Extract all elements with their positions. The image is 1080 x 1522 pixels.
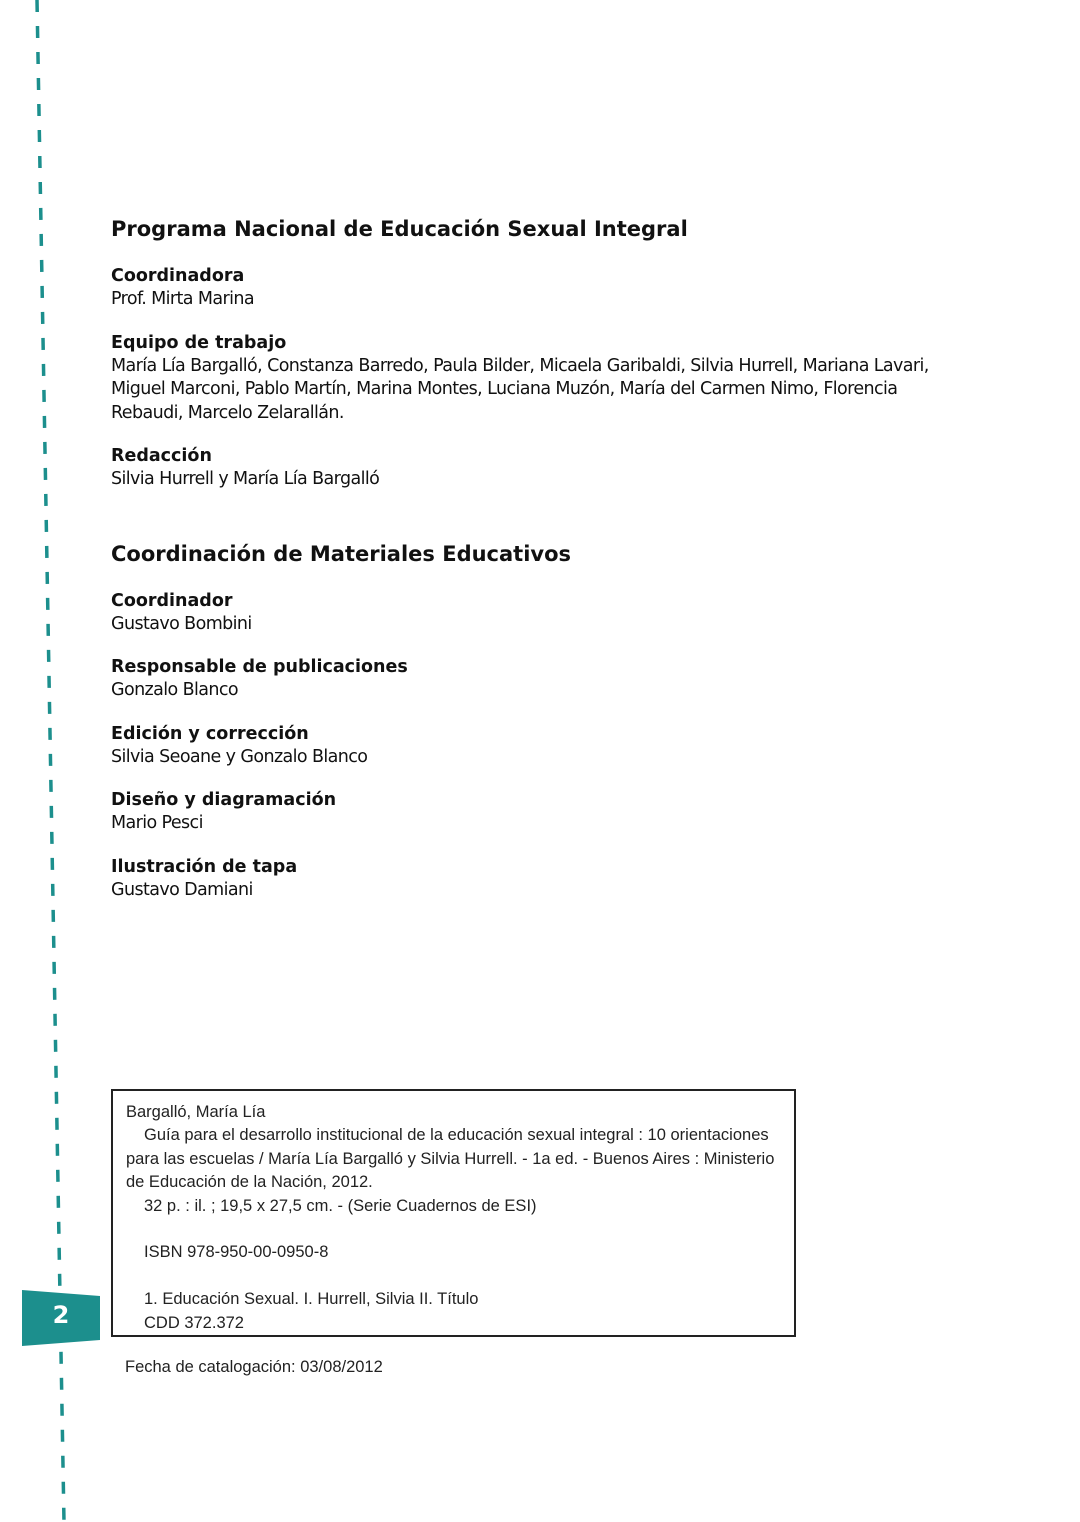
catalog-subjects: 1. Educación Sexual. I. Hurrell, Silvia II. Título (144, 1290, 479, 1309)
catalog-physical: 32 p. : il. ; 19,5 x 27,5 cm. - (Serie Cuadernos de ESI) (144, 1196, 537, 1215)
credit-role: Coordinador (111, 590, 233, 611)
credit-role: Diseño y diagramación (111, 790, 337, 810)
credit-names: Gonzalo Blanco (111, 680, 239, 700)
credit-names: Gustavo Bombini (111, 613, 252, 634)
program-heading: Programa Nacional de Educación Sexual Integral (111, 217, 688, 241)
credit-role: Coordinadora (111, 266, 245, 286)
credit-edicion (111, 723, 931, 770)
credit-names: Silvia Hurrell y María Lía Bargalló (111, 469, 380, 489)
credit-names: Prof. Mirta Marina (111, 289, 254, 309)
credit-role: Ilustración de tapa (111, 856, 298, 877)
catalog-cdd: CDD 372.372 (144, 1313, 244, 1332)
credit-names: Mario Pesci (111, 813, 203, 833)
credit-names: María Lía Bargalló, Constanza Barredo, Paula Bilder, Micaela Garibaldi, Silvia Hurrell, Mariana Lavari, Miguel Marconi, Pablo Martín, Marina Montes, Luciana Muzón, María del Carmen Nimo, Florencia Rebaudi, Marcelo Zelarallán. (111, 355, 929, 423)
spacer (126, 1218, 780, 1241)
catalog-isbn: ISBN 978-950-00-0950-8 (144, 1243, 329, 1262)
spacer (126, 1265, 780, 1288)
credit-role: Responsable de publicaciones (111, 657, 408, 677)
catalog-description: Guía para el desarrollo institucional de la educación sexual integral : 10 orientaciones para las escuelas / María Lía Bargalló y Silvia Hurrell. - 1a ed. - Buenos Aires : Ministerio de Educación de la Nación, 2012. (126, 1126, 775, 1192)
credit-ilustracion (111, 856, 931, 903)
catalog-author: Bargalló, María Lía (126, 1103, 266, 1121)
credit-equipo (111, 332, 931, 426)
credit-coordinador (111, 590, 931, 637)
credit-diseno (111, 789, 931, 836)
credits (111, 214, 931, 902)
credit-role: Edición y corrección (111, 723, 309, 744)
credit-coordinadora (111, 265, 931, 312)
materials-heading: Coordinación de Materiales Educativos (111, 541, 572, 566)
credit-role: Redacción (111, 446, 212, 466)
page-number: 2 (52, 1301, 70, 1329)
credit-redaccion (111, 445, 931, 492)
catalog-date: Fecha de catalogación: 03/08/2012 (125, 1358, 383, 1376)
catalog-record-box (111, 1089, 796, 1337)
credit-names: Silvia Seoane y Gonzalo Blanco (111, 746, 368, 767)
credit-names: Gustavo Damiani (111, 879, 253, 900)
credit-role: Equipo de trabajo (111, 332, 287, 353)
credit-publicaciones (111, 656, 931, 703)
